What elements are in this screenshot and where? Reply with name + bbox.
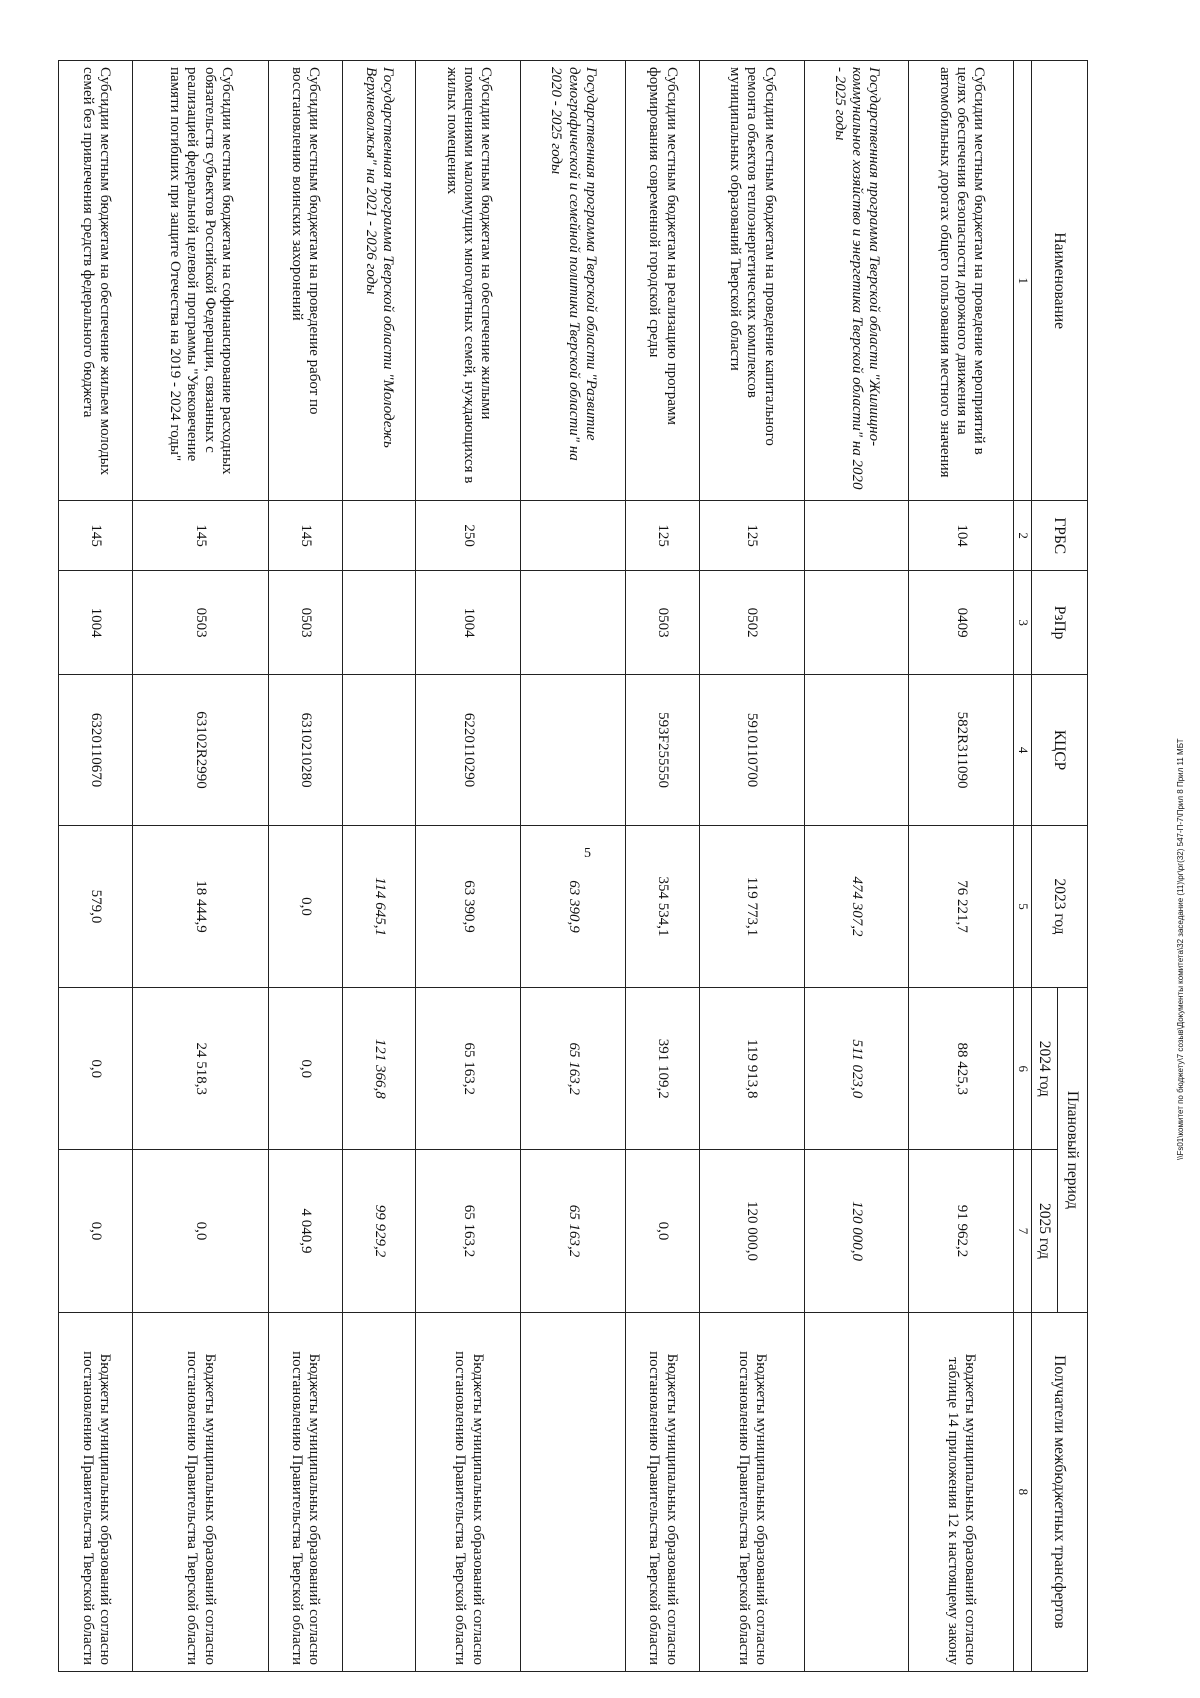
row-grbs bbox=[342, 501, 416, 571]
row-recipients: Бюджеты муниципальных образований согласно постановлению Правительства Тверской области bbox=[133, 1312, 268, 1671]
row-kcsr bbox=[804, 675, 909, 826]
col-number: 5 bbox=[1014, 825, 1032, 987]
row-name: Субсидии местным бюджетам на проведение работ по восстановлению воинских захоронений bbox=[268, 61, 342, 501]
page-number: 5 bbox=[584, 846, 591, 861]
row-2023: 579,0 bbox=[59, 825, 133, 987]
transfers-table-rotated bbox=[58, 60, 1088, 1672]
col-number: 2 bbox=[1014, 501, 1032, 571]
row-grbs: 125 bbox=[625, 501, 699, 571]
header-recipients: Получатели межбюджетных трансфертов bbox=[1032, 1312, 1088, 1671]
row-2024: 121 366,8 bbox=[342, 988, 416, 1150]
row-rzpr: 0503 bbox=[133, 570, 268, 674]
row-2025: 0,0 bbox=[625, 1150, 699, 1312]
row-recipients: Бюджеты муниципальных образований согласно постановлению Правительства Тверской области bbox=[416, 1312, 521, 1671]
row-name: Субсидии местным бюджетам на софинансирование расходных обязательств субъектов Российской Федерации, связанных с реализацией федеральной целевой программы "Увековечение памяти погибших при защите Отечества на 2019 - 2024 годы" bbox=[133, 61, 268, 501]
row-kcsr: 6320110670 bbox=[59, 675, 133, 826]
row-rzpr: 0502 bbox=[699, 570, 804, 674]
row-2025: 65 163,2 bbox=[416, 1150, 521, 1312]
row-2024: 0,0 bbox=[268, 988, 342, 1150]
row-name: Субсидии местным бюджетам на реализацию программ формирования современной городской среды bbox=[625, 61, 699, 501]
row-kcsr: 6220110290 bbox=[416, 675, 521, 826]
header-2025: 2025 год bbox=[1032, 1150, 1058, 1312]
row-rzpr: 1004 bbox=[416, 570, 521, 674]
row-2025: 65 163,2 bbox=[521, 1150, 626, 1312]
row-2025: 0,0 bbox=[59, 1150, 133, 1312]
row-grbs: 250 bbox=[416, 501, 521, 571]
row-2025: 91 962,2 bbox=[909, 1150, 1014, 1312]
row-2023: 63 390,9 bbox=[416, 825, 521, 987]
row-kcsr bbox=[342, 675, 416, 826]
row-2023: 354 534,1 bbox=[625, 825, 699, 987]
row-2024: 391 109,2 bbox=[625, 988, 699, 1150]
row-recipients bbox=[521, 1312, 626, 1671]
transfers-table bbox=[58, 60, 1088, 1672]
row-rzpr bbox=[521, 570, 626, 674]
row-2023: 474 307,2 bbox=[804, 825, 909, 987]
row-2025: 120 000,0 bbox=[804, 1150, 909, 1312]
row-rzpr: 0503 bbox=[625, 570, 699, 674]
header-name: Наименование bbox=[1032, 61, 1088, 501]
row-grbs bbox=[804, 501, 909, 571]
row-2025: 120 000,0 bbox=[699, 1150, 804, 1312]
row-kcsr: 582R311090 bbox=[909, 675, 1014, 826]
row-name: Субсидии местным бюджетам на проведение капитального ремонта объектов теплоэнергетических комплексов муниципальных образований Тверской области bbox=[699, 61, 804, 501]
col-number: 1 bbox=[1014, 61, 1032, 501]
program-row bbox=[342, 61, 416, 1672]
row-kcsr: 593F255550 bbox=[625, 675, 699, 826]
row-2023: 114 645,1 bbox=[342, 825, 416, 987]
row-kcsr bbox=[521, 675, 626, 826]
header-2023: 2023 год bbox=[1032, 825, 1088, 987]
col-number: 6 bbox=[1014, 988, 1032, 1150]
row-2025: 0,0 bbox=[133, 1150, 268, 1312]
row-grbs bbox=[521, 501, 626, 571]
row-2024: 511 023,0 bbox=[804, 988, 909, 1150]
row-grbs: 145 bbox=[268, 501, 342, 571]
row-rzpr bbox=[342, 570, 416, 674]
program-row bbox=[521, 61, 626, 1672]
row-2025: 99 929,2 bbox=[342, 1150, 416, 1312]
row-rzpr: 0503 bbox=[268, 570, 342, 674]
header-grbs: ГРБС bbox=[1032, 501, 1088, 571]
header-2024: 2024 год bbox=[1032, 988, 1058, 1150]
row-2023: 119 773,1 bbox=[699, 825, 804, 987]
row-kcsr: 5910110700 bbox=[699, 675, 804, 826]
col-number: 8 bbox=[1014, 1312, 1032, 1671]
file-path-footer: \\Fs01\комитет по бюджету\7 созыв\Документы комитета\32 заседание (11)\рг\рг(32) 547-П-7\Прил 8 Прил 11 МБТ bbox=[1176, 738, 1185, 1160]
row-name: Субсидии местным бюджетам на обеспечение жильем молодых семей без привлечения средств федерального бюджета bbox=[59, 61, 133, 501]
row-2023: 76 221,7 bbox=[909, 825, 1014, 987]
row-2024: 88 425,3 bbox=[909, 988, 1014, 1150]
row-2024: 119 913,8 bbox=[699, 988, 804, 1150]
row-kcsr: 63102R2990 bbox=[133, 675, 268, 826]
row-2024: 65 163,2 bbox=[521, 988, 626, 1150]
row-2023: 0,0 bbox=[268, 825, 342, 987]
row-recipients: Бюджеты муниципальных образований согласно постановлению Правительства Тверской области bbox=[268, 1312, 342, 1671]
row-recipients bbox=[804, 1312, 909, 1671]
row-recipients: Бюджеты муниципальных образований согласно таблице 14 приложения 12 к настоящему закону bbox=[909, 1312, 1014, 1671]
row-recipients bbox=[342, 1312, 416, 1671]
program-row bbox=[804, 61, 909, 1672]
table-row bbox=[59, 61, 133, 1672]
row-name: Субсидии местным бюджетам на проведение мероприятий в целях обеспечения безопасности дорожного движения на автомобильных дорогах общего пользования местного значения bbox=[909, 61, 1014, 501]
table-row bbox=[416, 61, 521, 1672]
table-row bbox=[699, 61, 804, 1672]
row-recipients: Бюджеты муниципальных образований согласно постановлению Правительства Тверской области bbox=[59, 1312, 133, 1671]
row-name: Субсидии местным бюджетам на обеспечение жилыми помещениями малоимущих многодетных семей, нуждающихся в жилых помещениях bbox=[416, 61, 521, 501]
row-2023: 63 390,9 bbox=[521, 825, 626, 987]
row-rzpr bbox=[804, 570, 909, 674]
header-plan-period: Плановый период bbox=[1058, 988, 1088, 1313]
table-row bbox=[133, 61, 268, 1672]
row-name: Государственная программа Тверской области "Молодежь Верхневолжья" на 2021 - 2026 годы bbox=[342, 61, 416, 501]
row-rzpr: 0409 bbox=[909, 570, 1014, 674]
col-number: 7 bbox=[1014, 1150, 1032, 1312]
row-2025: 4 040,9 bbox=[268, 1150, 342, 1312]
column-number-row bbox=[1014, 61, 1032, 1672]
row-2024: 65 163,2 bbox=[416, 988, 521, 1150]
col-number: 3 bbox=[1014, 570, 1032, 674]
header-rzpr: РзПр bbox=[1032, 570, 1088, 674]
row-rzpr: 1004 bbox=[59, 570, 133, 674]
table-row bbox=[268, 61, 342, 1672]
row-kcsr: 6310210280 bbox=[268, 675, 342, 826]
row-2024: 24 518,3 bbox=[133, 988, 268, 1150]
row-grbs: 145 bbox=[133, 501, 268, 571]
header-kcsr: КЦСР bbox=[1032, 675, 1088, 826]
row-name: Государственная программа Тверской области "Развитие демографической и семейной политики Тверской области" на 2020 - 2025 годы bbox=[521, 61, 626, 501]
row-2024: 0,0 bbox=[59, 988, 133, 1150]
row-2023: 18 444,9 bbox=[133, 825, 268, 987]
table-row bbox=[909, 61, 1014, 1672]
row-grbs: 104 bbox=[909, 501, 1014, 571]
row-recipients: Бюджеты муниципальных образований согласно постановлению Правительства Тверской области bbox=[699, 1312, 804, 1671]
col-number: 4 bbox=[1014, 675, 1032, 826]
row-name: Государственная программа Тверской области "Жилищно-коммунальное хозяйство и энергетика Тверской области" на 2020 - 2025 годы bbox=[804, 61, 909, 501]
table-row bbox=[625, 61, 699, 1672]
row-grbs: 125 bbox=[699, 501, 804, 571]
row-grbs: 145 bbox=[59, 501, 133, 571]
row-recipients: Бюджеты муниципальных образований согласно постановлению Правительства Тверской области bbox=[625, 1312, 699, 1671]
